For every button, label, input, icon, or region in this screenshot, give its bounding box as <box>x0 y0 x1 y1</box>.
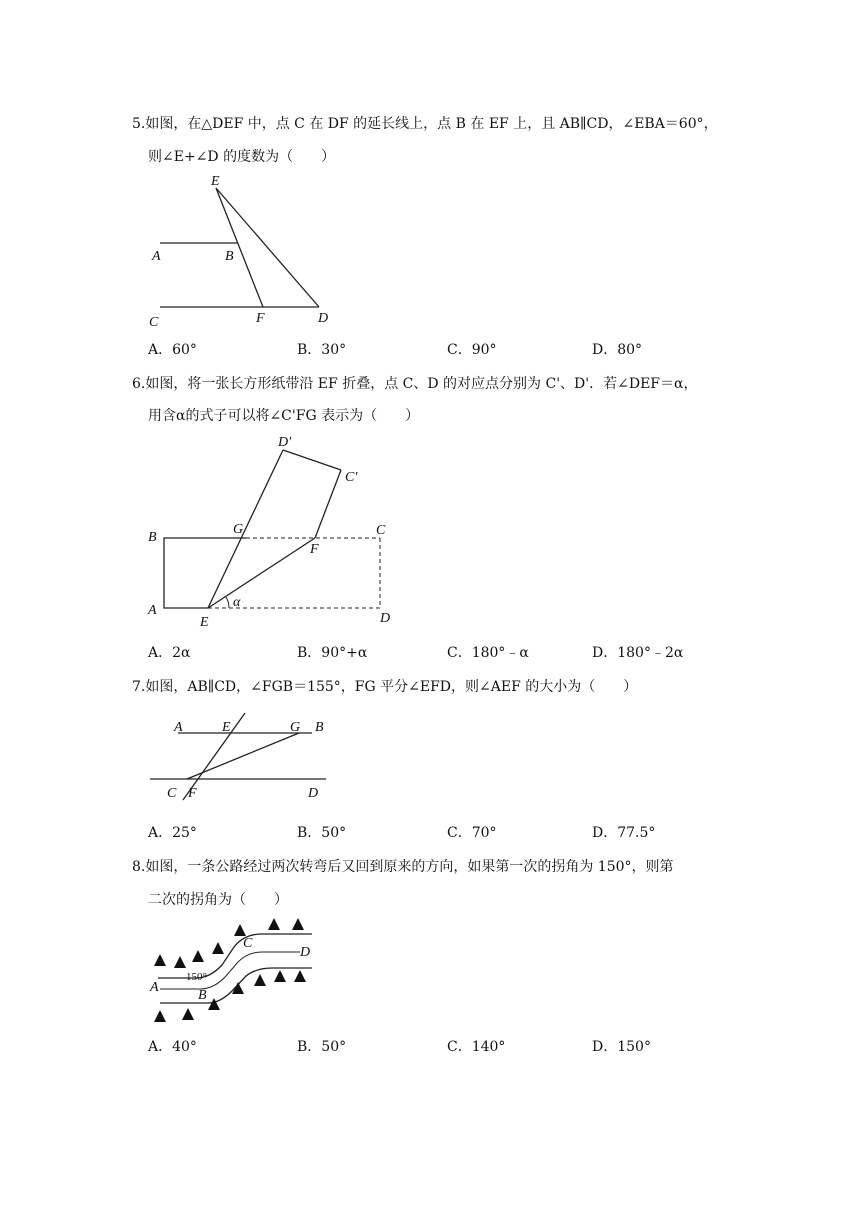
q8-road-top-edge <box>158 934 312 978</box>
q8-option-d: D．150° <box>592 1039 651 1055</box>
q8-label-D: D <box>300 945 311 960</box>
q7-label-G: G <box>290 720 301 735</box>
q8-road-center <box>160 952 300 989</box>
q6-label-D: D <box>380 611 391 626</box>
q6-label-C: C <box>376 523 386 538</box>
q8-label-angle: 150° <box>186 971 207 983</box>
q5-number: 5. <box>132 116 146 132</box>
q6-stem-line2: 用含α的式子可以将∠C'FG 表示为（ ） <box>148 408 420 424</box>
q8-stem-line2: 二次的拐角为（ ） <box>148 892 288 908</box>
q8-text-1: 如图，一条公路经过两次转弯后又回到原来的方向，如果第一次的拐角为 150°，则第 <box>145 859 674 875</box>
q7-number: 7. <box>132 679 146 695</box>
q6-option-d: D．180°﹣2α <box>592 645 684 661</box>
q5-option-d: D．80° <box>592 342 643 358</box>
q5-option-a: A．60° <box>148 342 197 358</box>
q7-label-F: F <box>188 786 197 801</box>
q7-label-B: B <box>315 720 324 735</box>
q6-label-Cp: C' <box>345 470 358 485</box>
q7-option-d: D．77.5° <box>592 825 656 841</box>
q5-option-b: B．30° <box>297 342 347 358</box>
q6-option-b: B．90°+α <box>297 645 368 661</box>
q5-label-C: C <box>149 315 159 330</box>
q7-label-C: C <box>167 786 177 801</box>
q5-text-1: 如图，在△DEF 中，点 C 在 DF 的延长线上，点 B 在 EF 上，且 AB∥CD，∠EBA＝60°， <box>145 116 718 132</box>
q6-number: 6. <box>132 376 146 392</box>
q8-label-A: A <box>150 980 159 995</box>
q7-label-A: A <box>174 720 183 735</box>
q8-label-C: C <box>243 936 253 951</box>
q5-label-B: B <box>225 249 234 264</box>
q7-option-b: B．50° <box>297 825 347 841</box>
q5-label-E: E <box>211 174 220 189</box>
q6-label-alpha: α <box>233 595 241 610</box>
q5-label-F: F <box>256 311 265 326</box>
q8-road-bottom-edge <box>160 968 312 1003</box>
q8-label-B: B <box>198 988 207 1003</box>
q6-label-Dp: D' <box>278 435 292 450</box>
q8-number: 8. <box>132 859 146 875</box>
q6-label-E: E <box>200 615 209 630</box>
q7-text-1: 如图，AB∥CD，∠FGB＝155°，FG 平分∠EFD，则∠AEF 的大小为（ ） <box>145 679 638 695</box>
q7-option-c: C．70° <box>447 825 497 841</box>
q5-label-A: A <box>152 249 161 264</box>
q6-option-c: C．180°﹣α <box>447 645 529 661</box>
q6-text-1: 如图，将一张长方形纸带沿 EF 折叠，点 C、D 的对应点分别为 C'、D'．若∠DEF＝α， <box>145 376 698 392</box>
q7-label-E: E <box>222 720 231 735</box>
q6-label-G: G <box>233 522 244 537</box>
q6-label-B: B <box>148 530 157 545</box>
q7-label-D: D <box>308 786 319 801</box>
q8-option-c: C．140° <box>447 1039 506 1055</box>
q6-label-A: A <box>148 603 157 618</box>
q6-option-a: A．2α <box>148 645 191 661</box>
q5-label-D: D <box>318 311 329 326</box>
q6-label-F: F <box>310 542 319 557</box>
q8-option-b: B．50° <box>297 1039 347 1055</box>
q5-option-c: C．90° <box>447 342 497 358</box>
q5-stem-line2: 则∠E+∠D 的度数为（ ） <box>148 149 336 165</box>
q7-option-a: A．25° <box>148 825 197 841</box>
q8-option-a: A．40° <box>148 1039 197 1055</box>
